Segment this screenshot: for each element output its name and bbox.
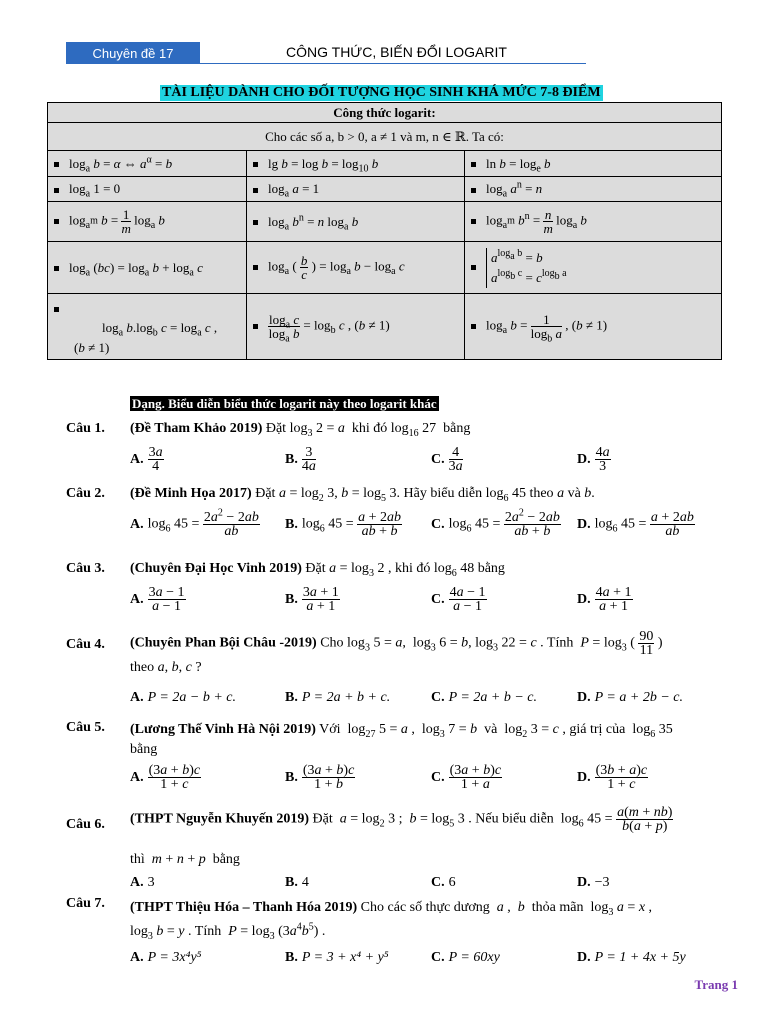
question-text: (THPT Nguyễn Khuyến 2019) Đặt $a = \log_2 3$ ; $b = \log_5 3$ . Nếu biểu diễn $\log_6 45$ = $\frac{a(m + nb)}{b(a + p)}$ <box>130 805 673 834</box>
formula-cell: $\log_a b.\log_b$ $c = \log_a c$ , (b ≠ 1) <box>48 294 247 360</box>
document-subtitle: TÀI LIỆU DÀNH CHO ĐỐI TƯỢNG HỌC SINH KHÁ MỨC 7-8 ĐIỂM <box>162 85 601 100</box>
question-label: Câu 3. <box>66 561 105 576</box>
option-b[interactable]: B. P = 2a + b + c. <box>285 690 391 705</box>
formula-cell: $\log_a b$ = $\frac{1}{\log_b a}$ , (b ≠ 1) <box>465 294 722 360</box>
option-d[interactable]: D. $\frac{(3b + a)c}{1 + c}$ <box>577 763 648 792</box>
formula-cell: $\log_a b = \alpha$ ⇔ $a^\alpha = b$ <box>48 151 247 177</box>
option-b[interactable]: B. $\log_6 45$ = $\frac{a + 2ab}{ab + b}$ <box>285 510 402 539</box>
option-c[interactable]: C. $\frac{4}{3a}$ <box>431 445 463 474</box>
table-row <box>48 242 722 294</box>
option-b[interactable]: B. 4 <box>285 875 309 890</box>
table-title: Công thức logarit: <box>48 103 722 123</box>
option-d[interactable]: D. P = a + 2b − c. <box>577 690 683 705</box>
table-row <box>48 294 722 360</box>
option-a[interactable]: A. P = 2a − b + c. <box>130 690 236 705</box>
header-title: CÔNG THỨC, BIẾN ĐỔI LOGARIT <box>286 44 507 60</box>
option-b[interactable]: B. $\frac{(3a + b)c}{1 + b}$ <box>285 763 355 792</box>
formula-cell: $\log_{a^m} b^n$ = $\frac{n}{m}$ $\log_a b$ <box>465 202 722 242</box>
formula-cell: $\log_a a = 1$ <box>247 177 465 202</box>
question-text: (Lương Thế Vinh Hà Nội 2019) Với $\log_{27} 5 = a$ , $\log_3 7 = b$ và $\log_2 3 = c$ , giá trị của $\log_6 35$ bằng <box>130 722 673 757</box>
question-text-cont: thì m + n + p bằng <box>130 852 240 867</box>
page-number: Trang 1 <box>694 977 738 992</box>
section-heading: Dạng. Biểu diễn biểu thức logarit này theo logarit khác <box>132 396 437 411</box>
header-divider <box>200 63 586 64</box>
option-a[interactable]: A. P = 3x⁴y⁵ <box>130 950 202 965</box>
table-row <box>48 202 722 242</box>
option-d[interactable]: D. −3 <box>577 875 610 890</box>
formula-cell: $a^{log_a b} = b$ $a^{log_b c} = c^{log_b a}$ <box>465 242 722 294</box>
question-label: Câu 2. <box>66 486 105 501</box>
question-label: Câu 7. <box>66 896 105 911</box>
option-d[interactable]: D. P = 1 + 4x + 5y <box>577 950 686 965</box>
formula-cell: $\log_a$ ( $\frac{b}{c}$ ) = $\log_a b - \log_a c$ <box>247 242 465 294</box>
question-text: (Đề Minh Họa 2017) Đặt $a = \log_2 3$, $b = \log_5 3$. Hãy biểu diễn $\log_6 45$ theo a và b. <box>130 486 595 504</box>
option-c[interactable]: C. P = 60xy <box>431 950 500 965</box>
question-label: Câu 4. <box>66 637 105 652</box>
formula-cell: $\log_a a^n = n$ <box>465 177 722 202</box>
option-a[interactable]: A. 3 <box>130 875 155 890</box>
option-a[interactable]: A. $\frac{(3a + b)c}{1 + c}$ <box>130 763 201 792</box>
formula-cell: $\log_a 1 = 0$ <box>48 177 247 202</box>
option-b[interactable]: B. $\frac{3a + 1}{a + 1}$ <box>285 585 339 614</box>
option-d[interactable]: D. $\frac{4a}{3}$ <box>577 445 610 474</box>
option-b[interactable]: B. P = 3 + x⁴ + y⁵ <box>285 950 389 965</box>
question-label: Câu 1. <box>66 421 105 436</box>
question-text: (THPT Thiệu Hóa – Thanh Hóa 2019) Cho các số thực dương a , b thỏa mãn $\log_3 a = x$ , $\log_3 b = y$ . Tính $P = \log_3 (3a^4b^5)$ . <box>130 900 653 942</box>
option-c[interactable]: C. 6 <box>431 875 456 890</box>
option-a[interactable]: A. $\frac{3a}{4}$ <box>130 445 163 474</box>
formula-cell: $\lg b = \log b = \log_{10} b$ <box>247 151 465 177</box>
option-a[interactable]: A. $\log_6 45$ = $\frac{2a^2 - 2ab}{ab}$ <box>130 507 259 539</box>
formula-cell: $\log_{a^m} b$ = $\frac{1}{m}$ $\log_a b$ <box>48 202 247 242</box>
formula-cell: $\log_a b^n = n$ $\log_a b$ <box>247 202 465 242</box>
option-b[interactable]: B. $\frac{3}{4a}$ <box>285 445 316 474</box>
option-d[interactable]: D. $\log_6 45$ = $\frac{a + 2ab}{ab}$ <box>577 510 694 539</box>
question-text: (Đề Tham Khảo 2019) Đặt $\log_3 2 = a$ khi đó $\log_{16} 27$ bằng <box>130 421 471 439</box>
option-a[interactable]: A. $\frac{3a - 1}{a - 1}$ <box>130 585 185 614</box>
table-row <box>48 151 722 177</box>
option-d[interactable]: D. $\frac{4a + 1}{a + 1}$ <box>577 585 632 614</box>
formula-cell: $\log_a (bc) = \log_a b + \log_a c$ <box>48 242 247 294</box>
topic-badge: Chuyên đề 17 <box>66 42 200 64</box>
question-label: Câu 6. <box>66 817 105 832</box>
formula-cell: $\ln b = \log_e b$ <box>465 151 722 177</box>
question-label: Câu 5. <box>66 720 105 735</box>
formula-cell: $\frac{\log_a c}{\log_a b}$ = $\log_b c$ , (b ≠ 1) <box>247 294 465 360</box>
option-c[interactable]: C. P = 2a + b − c. <box>431 690 537 705</box>
question-text: (Chuyên Phan Bội Châu -2019) Cho $\log_3 5 = a$, $\log_3 6 = b$, $\log_3 22 = c$ . Tính $P = \log_3$ ( $\frac{90}{11}$ ) theo a, b, c ? <box>130 629 663 675</box>
option-c[interactable]: C. $\log_6 45$ = $\frac{2a^2 - 2ab}{ab + b}$ <box>431 507 560 539</box>
table-condition: Cho các số a, b > 0, a ≠ 1 và m, n ∈ ℝ. Ta có: <box>48 123 722 151</box>
option-c[interactable]: C. $\frac{(3a + b)c}{1 + a}$ <box>431 763 502 792</box>
table-row <box>48 177 722 202</box>
formula-table <box>47 102 722 360</box>
question-text: (Chuyên Đại Học Vinh 2019) Đặt $a = \log_3 2$ , khi đó $\log_6 48$ bằng <box>130 561 505 579</box>
option-c[interactable]: C. $\frac{4a - 1}{a - 1}$ <box>431 585 486 614</box>
